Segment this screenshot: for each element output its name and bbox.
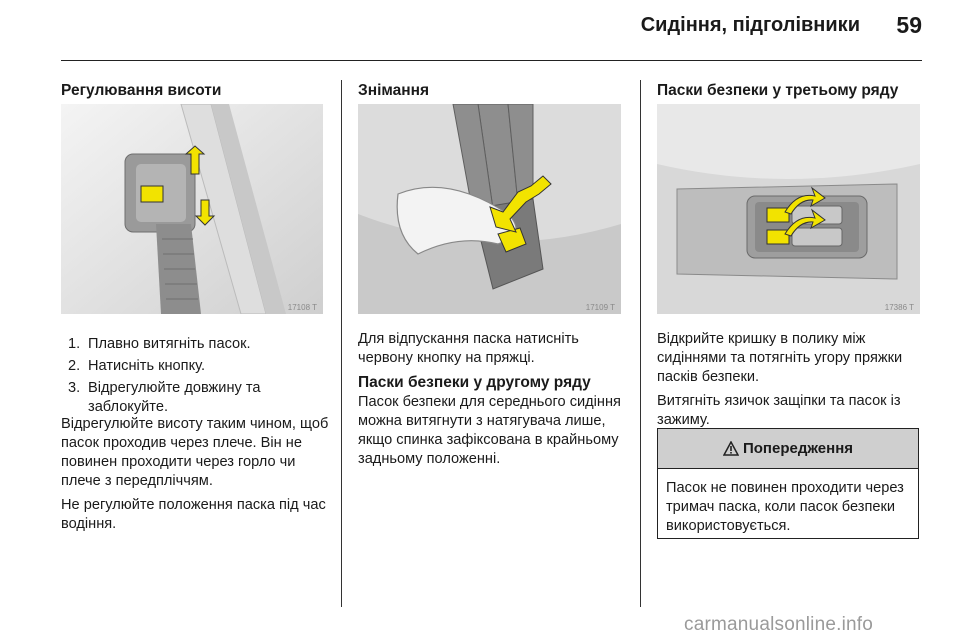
paragraph: Відкрийте кришку в полику між сидіннями та потягніть угору пряжки пасків безпеки.	[657, 331, 903, 385]
page-header-title: Сидіння, підголівники	[640, 14, 860, 36]
paragraph: Витягніть язичок защіпки та пасок із зажиму.	[657, 393, 901, 428]
warning-title: Попередження	[742, 440, 854, 457]
body-text-third-row	[657, 330, 922, 435]
illustration-code: 17386 T	[884, 303, 914, 312]
column-divider-1	[341, 80, 342, 607]
list-item: 2. Натисніть кнопку.	[68, 358, 206, 374]
warning-box	[657, 428, 919, 539]
column-divider-2	[640, 80, 641, 607]
list-item: 3. Відрегулюйте довжину та заблокуйте.	[68, 380, 261, 415]
paragraph: Відрегулюйте висоту таким чином, щоб пасок проходив через плече. Він не повинен проходити через горло чи плече з передпліччям.	[61, 416, 329, 489]
illustration-code: 17109 T	[585, 303, 615, 312]
illustration-code: 17108 T	[287, 303, 317, 312]
warning-text: Пасок не повинен проходити через тримач паска, коли пасок безпеки використовується.	[666, 480, 904, 534]
body-text-height	[61, 415, 333, 539]
paragraph: Пасок безпеки для середнього сидіння можна витягнути з натягувача лише, якщо спинка зафіксована в крайньому задньому положенні.	[358, 394, 621, 467]
illustration-belt-height	[61, 104, 323, 314]
watermark: carmanualsonline.info	[684, 614, 874, 635]
page-number: 59	[896, 12, 922, 38]
illustration-third-row-buckles	[657, 104, 920, 314]
steps-list	[66, 335, 336, 420]
warning-header	[658, 429, 918, 469]
subheading-second-row: Паски безпеки у другому ряду	[358, 374, 591, 391]
paragraph: Для відпускання паска натисніть червону кнопку на пряжці.	[358, 331, 579, 366]
body-text-removal	[358, 330, 628, 474]
list-item: 1. Плавно витягніть пасок.	[68, 336, 251, 352]
header-divider	[61, 60, 922, 61]
illustration-buckle-release	[358, 104, 621, 314]
warning-triangle-icon	[723, 441, 739, 456]
paragraph: Не регулюйте положення паска під час водіння.	[61, 497, 326, 532]
section-heading-third-row: Паски безпеки у третьому ряду	[657, 82, 899, 99]
section-heading-removal: Знімання	[358, 82, 430, 99]
section-heading-height-adjust: Регулювання висоти	[61, 82, 222, 99]
